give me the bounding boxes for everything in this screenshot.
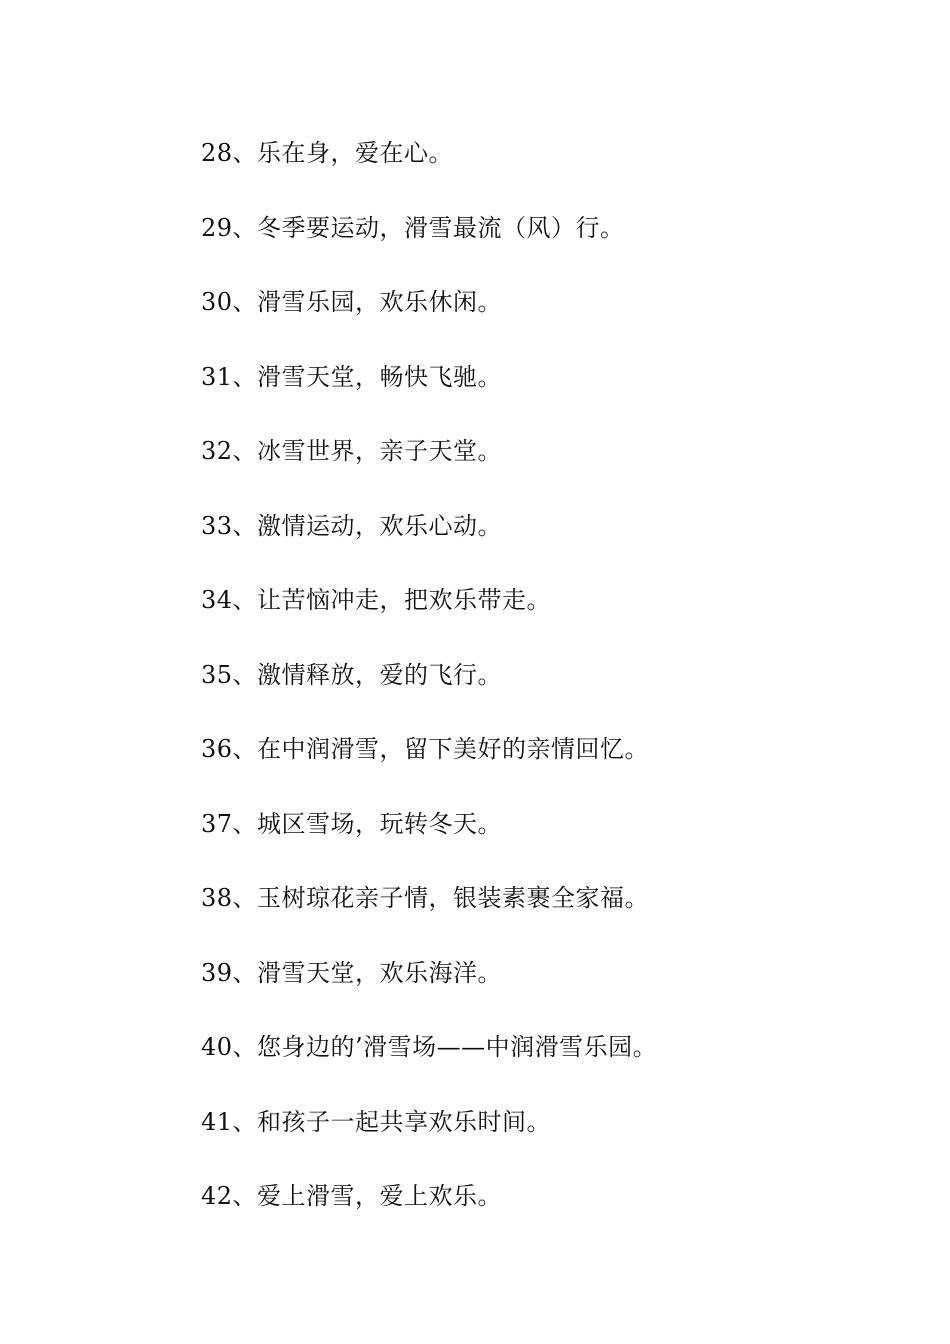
list-item: 32、冰雪世界，亲子天堂。 [201, 437, 503, 465]
list-item: 36、在中润滑雪，留下美好的亲情回忆。 [201, 735, 650, 763]
list-item: 34、让苦恼冲走，把欢乐带走。 [201, 586, 552, 614]
list-item: 33、激情运动，欢乐心动。 [201, 511, 503, 540]
list-item: 29、冬季要运动，滑雪最流（风）行。 [201, 213, 625, 242]
list-item: 30、滑雪乐园，欢乐休闲。 [201, 288, 503, 316]
list-item: 31、滑雪天堂，畅快飞驰。 [201, 362, 503, 391]
list-item: 35、激情释放，爱的飞行。 [201, 660, 503, 689]
list-item: 39、滑雪天堂，欢乐海洋。 [201, 958, 503, 987]
list-item: 40、您身边的’滑雪场——中润滑雪乐园。 [201, 1033, 658, 1061]
list-item: 28、乐在身，爱在心。 [201, 139, 454, 167]
list-item: 37、城区雪场，玩转冬天。 [201, 809, 503, 838]
list-item: 38、玉树琼花亲子情，银装素裹全家福。 [201, 884, 650, 912]
list-item: 41、和孩子一起共享欢乐时间。 [201, 1107, 552, 1136]
list-item: 42、爱上滑雪，爱上欢乐。 [201, 1182, 503, 1210]
slogan-list [201, 131, 657, 1249]
